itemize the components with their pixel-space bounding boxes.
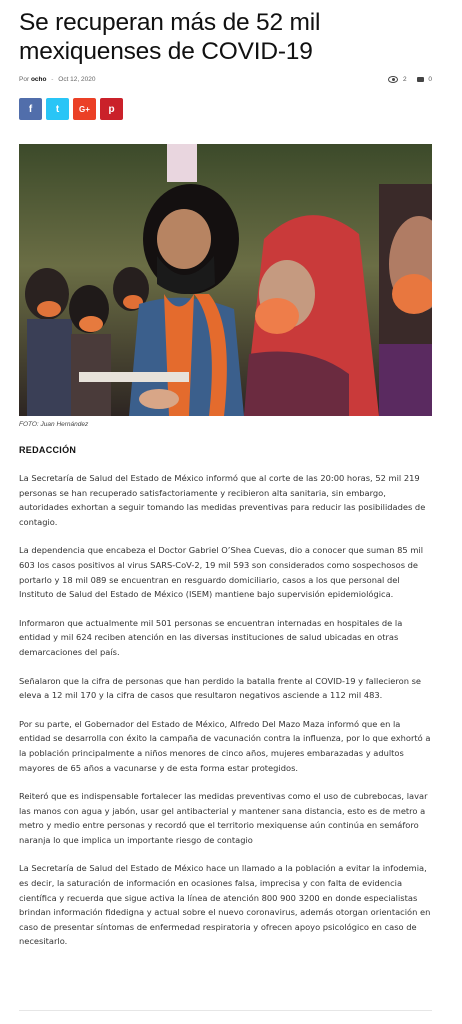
paragraph-7: La Secretaría de Salud del Estado de México hace un llamado a la población a evitar la infodemia, es decir, la saturación de información en ocasiones falsa, imprecisa y con falta de evidencia científica y recuerda que sigue activa la línea de atención 800 900 3200 en donde especialistas brindan información fidedigna y actual sobre el nuevo coronavirus, además otorgan orientación en caso de presentar síntomas de enfermedad respiratoria y ofrecen apoyo psicológico en caso de necesitarlo. [19, 863, 431, 947]
article-body [19, 471, 432, 949]
article-title: Se recuperan más de 52 mil mexiquenses de COVID-19 [19, 9, 321, 65]
photo-illustration [19, 144, 432, 416]
comments-count: 0 [428, 76, 432, 84]
pinterest-share-button[interactable] [100, 98, 123, 120]
facebook-share-button[interactable] [19, 98, 42, 120]
photo-caption: FOTO: Juan Hernández [19, 421, 89, 428]
footer-divider [19, 1010, 432, 1011]
facebook-icon: f [28, 103, 33, 115]
post-stats [388, 76, 432, 83]
comments-count-wrap[interactable] [417, 76, 432, 83]
by-label: Por [19, 76, 30, 83]
views-count: 2 [402, 76, 407, 84]
paragraph-5: Por su parte, el Gobernador del Estado de México, Alfredo Del Mazo Maza informó que en la entidad se desarrolla con éxito la campaña de vacunación contra la influenza, por lo que exhortó a la población principalmente a niños menores de cinco años, mujeres embarazadas y adultos mayores de 65 años a vacunarse y de esta forma estar protegidos. [19, 718, 431, 773]
author-link[interactable]: ocho [30, 76, 47, 83]
paragraph-2: La dependencia que encabeza el Doctor Gabriel O’Shea Cuevas, dio a conocer que suman 85 mil 603 los casos positivos al virus SARS-CoV-2, 19 mil 593 son considerados como sospechosos de portarlo y 18 mil 089 se encuentran en resguardo domiciliario, casos a los que personal del Instituto de Salud del Estado de México (ISEM) mantiene bajo supervisión epidemiológica. [19, 545, 424, 600]
paragraph-6: Reiteró que es indispensable fortalecer las medidas preventivas como el uso de cubrebocas, lavar las manos con agua y jabón, usar gel antibacterial y mantener sana distancia, esto es de metro a metro y medio entre personas y recordó que el territorio mexiquense aún continúa en semáforo naranja lo que implica un importante riesgo de contagio [19, 791, 428, 845]
paragraph-4: Señalaron que la cifra de personas que han perdido la batalla frente al COVID-19 y fallecieron se eleva a 12 mil 170 y la cifra de casos que resultaron negativos asciende a 112 mil 483. [19, 675, 422, 701]
views-count-wrap [388, 76, 406, 83]
paragraph-3: Informaron que actualmente mil 501 personas se encuentran internadas en hospitales de la entidad y mil 624 reciben atención en las diversas instituciones de salud ubicadas en otras demarcaciones del país. [19, 617, 403, 657]
article-photo [19, 144, 432, 416]
social-share-bar [19, 98, 432, 120]
comment-icon [417, 77, 424, 82]
googleplus-icon: G+ [79, 104, 90, 114]
twitter-share-button[interactable] [46, 98, 69, 120]
paragraph-1: La Secretaría de Salud del Estado de México informó que al corte de las 20:00 horas, 52 mil 219 personas se han recuperado satisfactoriamente y recibieron alta sanitaria, sin embargo, autoridades exhortan a seguir tomando las medidas preventivas para reducir las posibilidades de contagio. [19, 473, 426, 527]
byline: REDACCIÓN [19, 445, 77, 455]
eye-icon [388, 76, 398, 83]
article [19, 0, 432, 949]
post-meta [19, 76, 432, 88]
meta-separator: - [51, 76, 54, 83]
post-date: Oct 12, 2020 [58, 76, 96, 83]
pinterest-icon: p [108, 103, 115, 115]
googleplus-share-button[interactable] [73, 98, 96, 120]
twitter-icon: t [55, 103, 60, 115]
